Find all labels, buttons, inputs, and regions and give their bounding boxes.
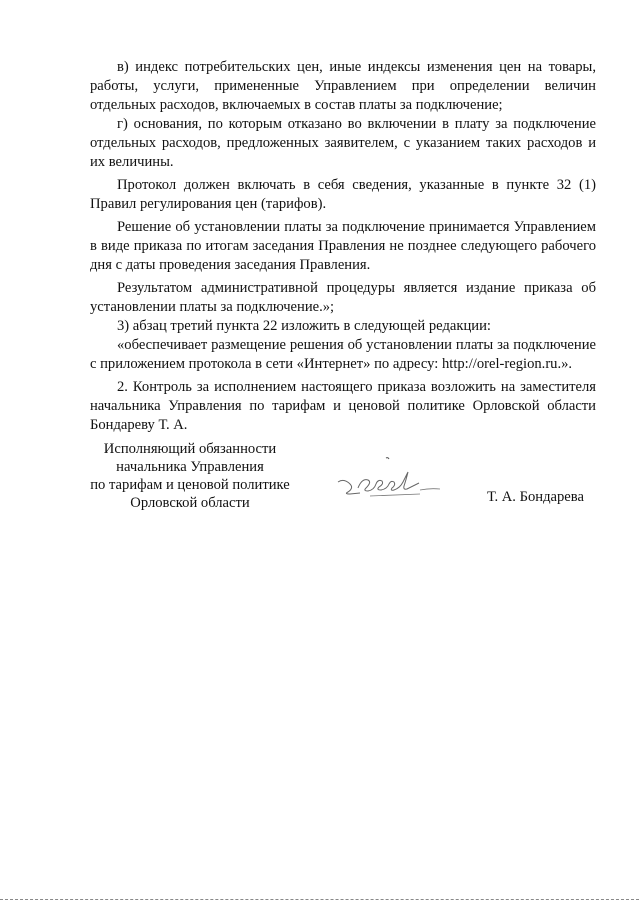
- signatory-title: [80, 440, 300, 512]
- signatory-name: Т. А. Бондарева: [487, 489, 584, 505]
- scan-edge-line: [0, 899, 639, 901]
- signatory-title-line: Орловской области: [130, 495, 250, 511]
- paragraph-decision: Решение об установлении платы за подключение принимается Управлением в виде приказа по итогам заседания Правления не позднее следующего рабочего дня с даты проведения заседания Правления.: [90, 219, 596, 273]
- signatory-title-line: по тарифам и ценовой политике: [90, 477, 290, 493]
- paragraph-quote: «обеспечивает размещение решения об установлении платы за подключение с приложением протокола в сети «Интернет» по адресу: http://orel-region.ru.».: [90, 337, 596, 372]
- paragraph-protocol: Протокол должен включать в себя сведения, указанные в пункте 32 (1) Правил регулирования цен (тарифов).: [90, 177, 596, 212]
- paragraph-result: Результатом административной процедуры является издание приказа об установлении платы за подключение.»;: [90, 280, 596, 315]
- document-body: [90, 58, 596, 435]
- paragraph-point-2: 2. Контроль за исполнением настоящего приказа возложить на заместителя начальника Управления по тарифам и ценовой политике Орловской области Бондареву Т. А.: [90, 379, 596, 433]
- signatory-title-line: Исполняющий обязанности: [103, 441, 277, 457]
- paragraph-point-3: 3) абзац третий пункта 22 изложить в следующей редакции:: [117, 318, 491, 334]
- paragraph-item-v: в) индекс потребительских цен, иные индексы изменения цен на товары, работы, услуги, примененные Управлением при определении величин отдельных расходов, включаемых в состав платы за подключение;: [90, 59, 596, 113]
- paragraph-item-g: г) основания, по которым отказано во включении в плату за подключение отдельных расходов, предложенных заявителем, с указанием таких расходов и их величины.: [90, 116, 596, 170]
- signatory-title-line: начальника Управления: [116, 459, 264, 475]
- handwritten-signature: [330, 452, 460, 512]
